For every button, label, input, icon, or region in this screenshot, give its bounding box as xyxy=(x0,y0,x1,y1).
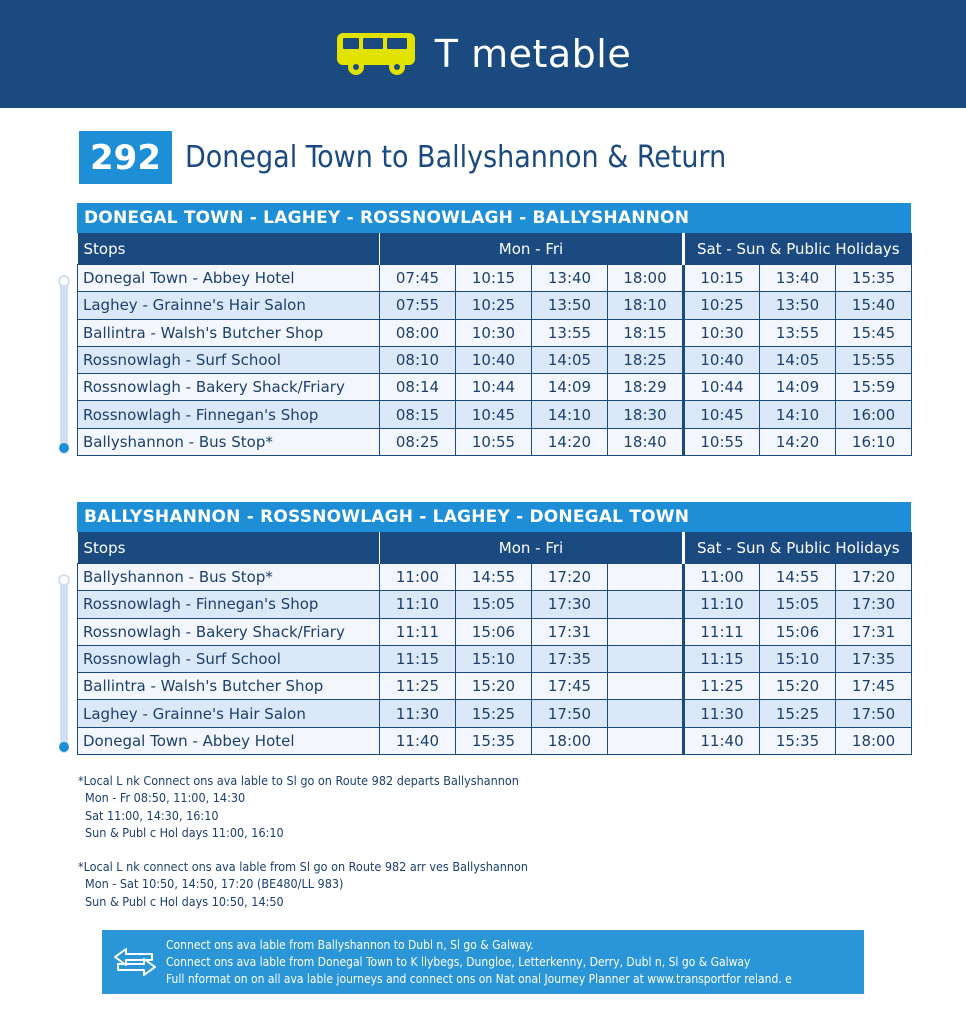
weekend-time-cell: 17:50 xyxy=(836,700,912,727)
weekend-header: Sat - Sun & Public Holidays xyxy=(684,233,912,265)
stop-name: Donegal Town - Abbey Hotel xyxy=(78,727,380,754)
weekday-time-cell: 11:25 xyxy=(380,673,456,700)
stop-name: Ballintra - Walsh's Butcher Shop xyxy=(78,673,380,700)
weekend-time-cell: 15:35 xyxy=(836,265,912,292)
stop-name: Rossnowlagh - Bakery Shack/Friary xyxy=(78,618,380,645)
table-row xyxy=(78,292,912,319)
weekday-time-cell xyxy=(608,618,684,645)
weekend-time-cell: 15:25 xyxy=(760,700,836,727)
weekday-time-cell: 13:40 xyxy=(532,265,608,292)
footnotes xyxy=(78,772,528,910)
weekday-time-cell: 10:44 xyxy=(456,374,532,401)
route-number-badge: 292 xyxy=(79,131,172,184)
weekend-time-cell: 11:10 xyxy=(684,591,760,618)
weekend-time-cell: 11:11 xyxy=(684,618,760,645)
weekday-time-cell: 17:50 xyxy=(532,700,608,727)
weekday-time-cell: 11:00 xyxy=(380,564,456,591)
weekend-time-cell: 17:35 xyxy=(836,645,912,672)
weekend-time-cell: 10:40 xyxy=(684,346,760,373)
weekday-time-cell xyxy=(608,700,684,727)
table-row xyxy=(78,564,912,591)
weekday-time-cell: 13:50 xyxy=(532,292,608,319)
weekday-time-cell: 15:35 xyxy=(456,727,532,754)
table-row xyxy=(78,346,912,373)
weekend-time-cell: 15:06 xyxy=(760,618,836,645)
weekday-time-cell: 07:55 xyxy=(380,292,456,319)
weekend-time-cell: 13:50 xyxy=(760,292,836,319)
connections-arrows-icon xyxy=(112,947,158,977)
stop-name: Rossnowlagh - Surf School xyxy=(78,645,380,672)
departs-note-line: Sat 11:00, 14:30, 16:10 xyxy=(85,807,219,823)
weekend-time-cell: 17:20 xyxy=(836,564,912,591)
outbound-route-line-icon xyxy=(57,272,71,458)
outbound-table xyxy=(77,233,912,456)
weekday-time-cell: 17:20 xyxy=(532,564,608,591)
inbound-timetable xyxy=(77,502,911,755)
weekday-time-cell: 11:15 xyxy=(380,645,456,672)
table-row xyxy=(78,591,912,618)
weekday-time-cell: 14:10 xyxy=(532,401,608,428)
weekday-time-cell: 10:40 xyxy=(456,346,532,373)
weekday-time-cell: 17:30 xyxy=(532,591,608,618)
weekday-time-cell: 08:14 xyxy=(380,374,456,401)
weekend-time-cell: 15:45 xyxy=(836,319,912,346)
weekend-time-cell: 15:20 xyxy=(760,673,836,700)
weekday-time-cell: 07:45 xyxy=(380,265,456,292)
weekday-time-cell: 15:05 xyxy=(456,591,532,618)
weekday-time-cell: 14:05 xyxy=(532,346,608,373)
weekday-time-cell: 10:25 xyxy=(456,292,532,319)
weekday-time-cell: 15:06 xyxy=(456,618,532,645)
departs-note-title: *Local L nk Connect ons ava lable to Sl go on Route 982 departs Ballyshannon xyxy=(78,773,519,788)
table-row xyxy=(78,401,912,428)
outbound-direction-title: DONEGAL TOWN - LAGHEY - ROSSNOWLAGH - BALLYSHANNON xyxy=(77,203,911,233)
table-row xyxy=(78,700,912,727)
weekday-time-cell: 18:29 xyxy=(608,374,684,401)
bus-icon xyxy=(335,31,417,77)
weekday-time-cell: 10:30 xyxy=(456,319,532,346)
table-row xyxy=(78,265,912,292)
weekend-time-cell: 14:09 xyxy=(760,374,836,401)
departs-note-line: Sun & Publ c Hol days 11:00, 16:10 xyxy=(85,824,284,840)
weekend-time-cell: 14:10 xyxy=(760,401,836,428)
weekday-time-cell xyxy=(608,673,684,700)
header-banner xyxy=(0,0,966,108)
weekday-time-cell: 14:55 xyxy=(456,564,532,591)
weekday-time-cell: 11:10 xyxy=(380,591,456,618)
info-line: Connect ons ava lable from Ballyshannon to Dubl n, Sl go & Galway. xyxy=(166,937,534,952)
stop-name: Rossnowlagh - Finnegan's Shop xyxy=(78,401,380,428)
weekday-time-cell: 18:40 xyxy=(608,428,684,455)
arrives-note-line: Sun & Publ c Hol days 10:50, 14:50 xyxy=(85,893,284,909)
weekday-time-cell: 18:25 xyxy=(608,346,684,373)
info-line: Full nformat on on all ava lable journeys and connect ons on Nat onal Journey Planner at www.transportfor reland. e xyxy=(166,971,792,986)
weekend-time-cell: 16:00 xyxy=(836,401,912,428)
info-line: Connect ons ava lable from Donegal Town to K llybegs, Dungloe, Letterkenny, Derry, Dubl n, Sl go & Galway xyxy=(166,954,751,969)
stop-name: Laghey - Grainne's Hair Salon xyxy=(78,700,380,727)
weekday-time-cell xyxy=(608,645,684,672)
weekend-time-cell: 17:31 xyxy=(836,618,912,645)
stops-header: Stops xyxy=(78,233,380,265)
weekday-time-cell: 14:09 xyxy=(532,374,608,401)
weekend-time-cell: 14:55 xyxy=(760,564,836,591)
weekend-time-cell: 15:05 xyxy=(760,591,836,618)
arrives-note-line: Mon - Sat 10:50, 14:50, 17:20 (BE480/LL 983) xyxy=(85,876,344,892)
weekday-time-cell: 17:45 xyxy=(532,673,608,700)
outbound-timetable xyxy=(77,203,911,456)
weekday-time-cell xyxy=(608,727,684,754)
weekend-time-cell: 16:10 xyxy=(836,428,912,455)
weekend-time-cell: 15:40 xyxy=(836,292,912,319)
weekend-time-cell: 15:35 xyxy=(760,727,836,754)
weekday-time-cell: 11:30 xyxy=(380,700,456,727)
stop-name: Donegal Town - Abbey Hotel xyxy=(78,265,380,292)
inbound-direction-title: BALLYSHANNON - ROSSNOWLAGH - LAGHEY - DONEGAL TOWN xyxy=(77,502,911,532)
departs-note-line: Mon - Fr 08:50, 11:00, 14:30 xyxy=(85,790,246,806)
weekday-time-cell: 17:31 xyxy=(532,618,608,645)
weekday-time-cell xyxy=(608,564,684,591)
weekday-time-cell: 13:55 xyxy=(532,319,608,346)
table-row xyxy=(78,374,912,401)
weekend-time-cell: 11:00 xyxy=(684,564,760,591)
weekend-time-cell: 10:30 xyxy=(684,319,760,346)
weekday-time-cell: 11:40 xyxy=(380,727,456,754)
weekend-time-cell: 15:59 xyxy=(836,374,912,401)
weekend-time-cell: 15:10 xyxy=(760,645,836,672)
table-row xyxy=(78,673,912,700)
weekday-time-cell: 15:25 xyxy=(456,700,532,727)
weekday-time-cell: 11:11 xyxy=(380,618,456,645)
stop-name: Ballintra - Walsh's Butcher Shop xyxy=(78,319,380,346)
weekend-time-cell: 11:25 xyxy=(684,673,760,700)
inbound-table xyxy=(77,532,912,755)
table-row xyxy=(78,428,912,455)
weekday-time-cell: 17:35 xyxy=(532,645,608,672)
stop-name: Rossnowlagh - Bakery Shack/Friary xyxy=(78,374,380,401)
weekend-time-cell: 13:40 xyxy=(760,265,836,292)
weekend-time-cell: 14:05 xyxy=(760,346,836,373)
weekend-time-cell: 13:55 xyxy=(760,319,836,346)
weekday-time-cell: 10:55 xyxy=(456,428,532,455)
page-title: T metable xyxy=(434,32,632,76)
stop-name: Rossnowlagh - Surf School xyxy=(78,346,380,373)
weekday-time-cell: 18:30 xyxy=(608,401,684,428)
weekday-time-cell: 08:00 xyxy=(380,319,456,346)
weekend-time-cell: 11:40 xyxy=(684,727,760,754)
weekend-time-cell: 10:55 xyxy=(684,428,760,455)
stop-name: Ballyshannon - Bus Stop* xyxy=(78,428,380,455)
table-row xyxy=(78,727,912,754)
stop-name: Laghey - Grainne's Hair Salon xyxy=(78,292,380,319)
connections-info-box xyxy=(102,930,864,994)
weekday-time-cell: 08:15 xyxy=(380,401,456,428)
weekday-time-cell: 18:15 xyxy=(608,319,684,346)
table-row xyxy=(78,618,912,645)
weekday-header: Mon - Fri xyxy=(380,532,684,564)
inbound-route-line-icon xyxy=(57,571,71,757)
weekend-time-cell: 15:55 xyxy=(836,346,912,373)
table-row xyxy=(78,645,912,672)
weekend-time-cell: 10:44 xyxy=(684,374,760,401)
weekend-time-cell: 10:25 xyxy=(684,292,760,319)
weekend-time-cell: 17:30 xyxy=(836,591,912,618)
route-name: Donegal Town to Ballyshannon & Return xyxy=(185,140,727,175)
weekend-time-cell: 10:45 xyxy=(684,401,760,428)
weekday-time-cell: 15:10 xyxy=(456,645,532,672)
table-row xyxy=(78,319,912,346)
weekend-time-cell: 18:00 xyxy=(836,727,912,754)
weekend-time-cell: 17:45 xyxy=(836,673,912,700)
stop-name: Rossnowlagh - Finnegan's Shop xyxy=(78,591,380,618)
weekday-time-cell: 14:20 xyxy=(532,428,608,455)
weekday-time-cell: 08:10 xyxy=(380,346,456,373)
weekday-time-cell: 10:15 xyxy=(456,265,532,292)
weekend-time-cell: 11:15 xyxy=(684,645,760,672)
weekday-time-cell: 18:00 xyxy=(532,727,608,754)
weekday-time-cell: 18:10 xyxy=(608,292,684,319)
arrives-note-title: *Local L nk connect ons ava lable from Sl go on Route 982 arr ves Ballyshannon xyxy=(78,859,529,875)
route-heading xyxy=(79,131,726,184)
stops-header: Stops xyxy=(78,532,380,564)
weekday-time-cell: 10:45 xyxy=(456,401,532,428)
weekday-time-cell: 18:00 xyxy=(608,265,684,292)
weekday-time-cell: 15:20 xyxy=(456,673,532,700)
weekday-header: Mon - Fri xyxy=(380,233,684,265)
weekend-time-cell: 10:15 xyxy=(684,265,760,292)
weekend-header: Sat - Sun & Public Holidays xyxy=(684,532,912,564)
weekday-time-cell xyxy=(608,591,684,618)
weekend-time-cell: 11:30 xyxy=(684,700,760,727)
stop-name: Ballyshannon - Bus Stop* xyxy=(78,564,380,591)
weekday-time-cell: 08:25 xyxy=(380,428,456,455)
weekend-time-cell: 14:20 xyxy=(760,428,836,455)
